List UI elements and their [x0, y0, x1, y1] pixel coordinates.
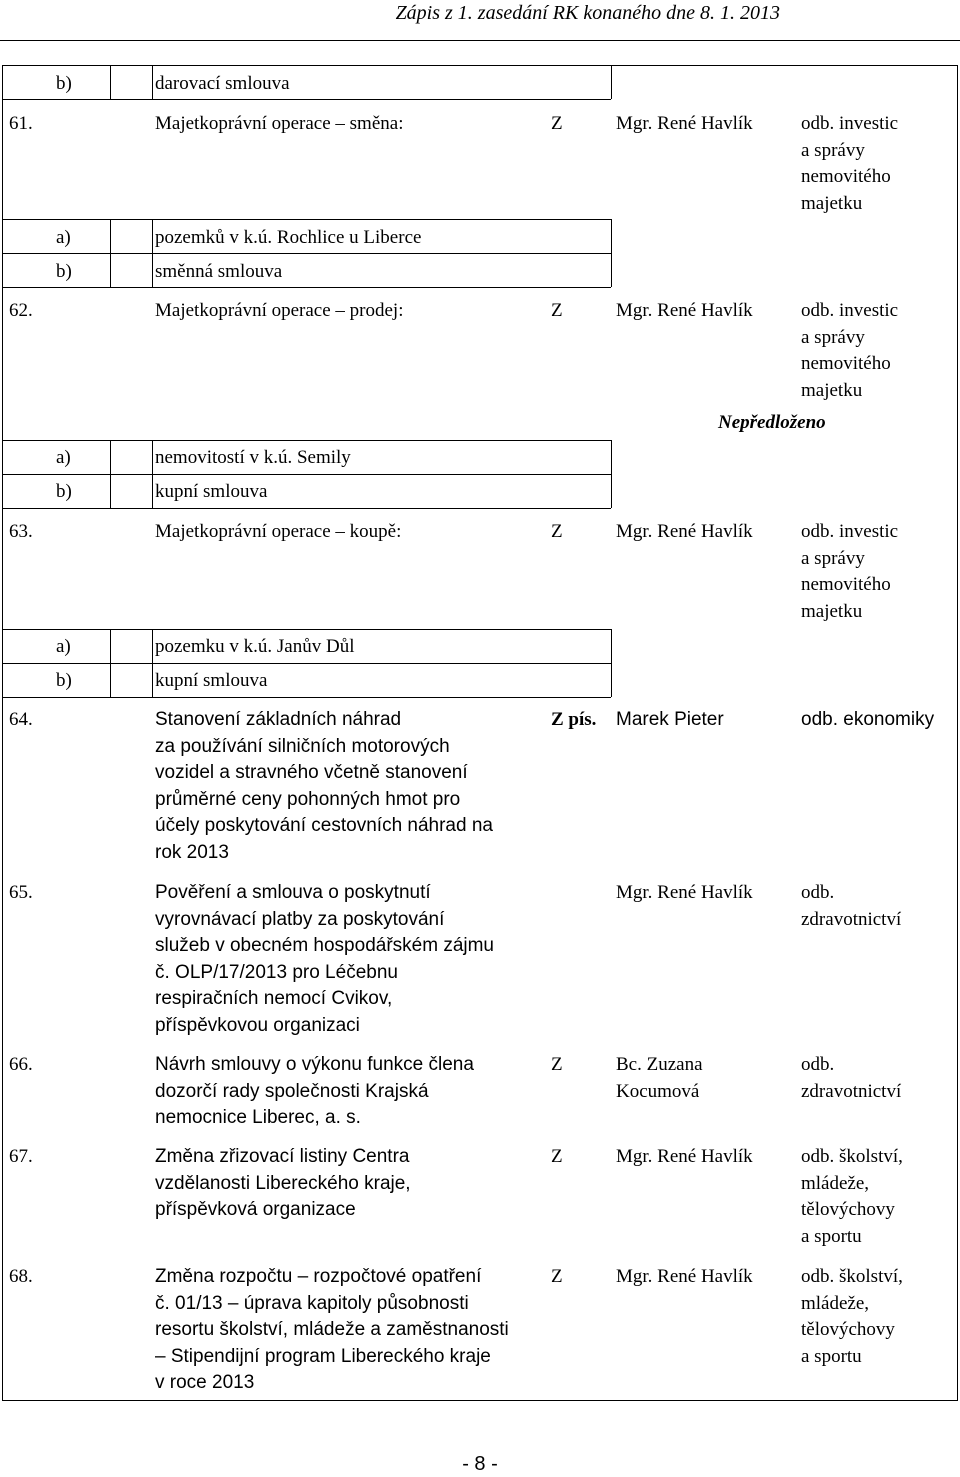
sub-item-text: pozemku v k.ú. Janův Důl: [155, 636, 355, 657]
item-title-line: příspěvková organizace: [155, 1199, 356, 1220]
item-person: Mgr. René Havlík: [616, 1146, 753, 1167]
row-divider: [2, 253, 611, 254]
item-title-line: vzdělanosti Libereckého kraje,: [155, 1172, 411, 1194]
item-department-line: zdravotnictví: [801, 908, 902, 930]
item-title: Majetkoprávní operace – koupě:: [155, 521, 402, 542]
row-divider: [2, 508, 611, 509]
sub-item-letter: a): [56, 227, 71, 248]
sub-item-letter: b): [56, 261, 72, 282]
item-status: Z pís.: [551, 709, 597, 730]
row-divider: [2, 440, 611, 441]
item-department-line: tělovýchovy: [801, 1199, 895, 1220]
item-person-line: Kocumová: [616, 1080, 700, 1102]
item-title-line: vyrovnávací platby za poskytování: [155, 908, 445, 930]
item-department-line: a sportu: [801, 1225, 862, 1247]
item-department-line: odb. školství,: [801, 1146, 903, 1167]
item-title-line: Změna rozpočtu – rozpočtové opatření: [155, 1266, 482, 1287]
sub-item-text: kupní smlouva: [155, 481, 268, 502]
item-status: Z: [551, 113, 563, 134]
item-title-line: vozidel a stravného včetně stanovení: [155, 762, 468, 783]
item-department-line: odb. školství,: [801, 1266, 903, 1287]
item-department-line: odb.: [801, 1054, 835, 1075]
item-title-line: průměrné ceny pohonných hmot pro: [155, 788, 461, 810]
item-title-line: rok 2013: [155, 841, 229, 863]
item-title-line: Změna zřizovací listiny Centra: [155, 1146, 410, 1167]
row-divider: [2, 629, 611, 630]
item-status: Z: [551, 1054, 563, 1075]
sub-item-text: směnná smlouva: [155, 261, 283, 282]
item-department-line: odb. investic: [801, 113, 899, 134]
item-department-line: mládeže,: [801, 1292, 870, 1314]
row-divider: [2, 287, 611, 288]
item-department-line: zdravotnictví: [801, 1080, 902, 1102]
item-person: Marek Pieter: [616, 709, 724, 730]
row-divider: [2, 697, 611, 698]
item-department-line: odb. investic: [801, 300, 899, 321]
row-divider: [2, 219, 611, 220]
sub-item-text: kupní smlouva: [155, 670, 268, 691]
item-department-line: mládeže,: [801, 1172, 870, 1194]
item-department-line: nemovitého: [801, 353, 891, 374]
document-header: Zápis z 1. zasedání RK konaného dne 8. 1. 2013: [395, 2, 780, 24]
item-department-line: odb.: [801, 882, 835, 903]
item-person: Mgr. René Havlík: [616, 300, 753, 321]
item-status: Z: [551, 1146, 563, 1167]
sub-item-text: pozemků v k.ú. Rochlice u Liberce: [155, 227, 422, 248]
not-submitted-note: Nepředloženo: [718, 412, 826, 433]
item-title-line: Stanovení základních náhrad: [155, 709, 402, 730]
item-title-line: příspěvkovou organizaci: [155, 1014, 360, 1036]
item-person: Mgr. René Havlík: [616, 1266, 753, 1287]
item-department-line: nemovitého: [801, 166, 891, 187]
item-title-line: dozorčí rady společnosti Krajská: [155, 1080, 429, 1102]
item-status: Z: [551, 521, 563, 542]
item-number: 66.: [9, 1054, 33, 1075]
item-number: 62.: [9, 300, 33, 321]
item-department-line: a správy: [801, 547, 865, 569]
sub-item-letter: a): [56, 636, 71, 657]
item-title-line: č. OLP/17/2013 pro Léčebnu: [155, 961, 398, 983]
col-divider-right: [611, 65, 612, 99]
sub-item-letter: a): [56, 447, 71, 468]
sub-item-letter: b): [56, 73, 72, 94]
item-number: 68.: [9, 1266, 33, 1287]
item-title-line: č. 01/13 – úprava kapitoly působnosti: [155, 1292, 469, 1314]
item-title-line: – Stipendijní program Libereckého kraje: [155, 1345, 491, 1367]
item-title: Majetkoprávní operace – směna:: [155, 113, 404, 134]
item-department-line: majetku: [801, 379, 863, 401]
item-department-line: majetku: [801, 192, 863, 214]
sub-item-letter: b): [56, 670, 72, 691]
item-title-line: služeb v obecném hospodářském zájmu: [155, 935, 495, 956]
item-title-line: nemocnice Liberec, a. s.: [155, 1107, 361, 1128]
item-title-line: za používání silničních motorových: [155, 735, 450, 757]
item-person-line: Bc. Zuzana: [616, 1054, 703, 1075]
item-number: 64.: [9, 709, 33, 730]
item-title-line: účely poskytování cestovních náhrad na: [155, 815, 493, 836]
sub-item-text: darovací smlouva: [155, 73, 290, 94]
sub-item-letter: b): [56, 481, 72, 502]
item-title-line: v roce 2013: [155, 1372, 255, 1393]
item-department-line: odb. ekonomiky: [801, 709, 935, 730]
item-status: Z: [551, 1266, 563, 1287]
item-number: 61.: [9, 113, 33, 134]
row-divider: [2, 99, 611, 100]
page-number: - 8 -: [462, 1453, 498, 1475]
item-status: Z: [551, 300, 563, 321]
item-number: 67.: [9, 1146, 33, 1167]
item-person: Mgr. René Havlík: [616, 113, 753, 134]
col-divider-right: [611, 440, 612, 508]
item-title-line: Pověření a smlouva o poskytnutí: [155, 882, 431, 903]
item-person: Mgr. René Havlík: [616, 521, 753, 542]
col-divider-left: [152, 65, 153, 99]
item-person: Mgr. René Havlík: [616, 882, 753, 903]
header-rule: [0, 40, 960, 41]
item-department-line: a správy: [801, 326, 865, 348]
item-title-line: respiračních nemocí Cvikov,: [155, 988, 393, 1009]
item-number: 65.: [9, 882, 33, 903]
col-divider-right: [611, 629, 612, 697]
row-divider: [2, 474, 611, 475]
col-divider-letters: [110, 65, 111, 99]
item-title-line: Návrh smlouvy o výkonu funkce člena: [155, 1054, 474, 1075]
item-number: 63.: [9, 521, 33, 542]
item-title-line: resortu školství, mládeže a zaměstnanosti: [155, 1319, 509, 1340]
row-divider: [2, 663, 611, 664]
col-divider-right: [611, 219, 612, 287]
item-title: Majetkoprávní operace – prodej:: [155, 300, 404, 321]
item-department-line: odb. investic: [801, 521, 899, 542]
item-department-line: a správy: [801, 139, 865, 161]
sub-item-text: nemovitostí v k.ú. Semily: [155, 447, 351, 468]
item-department-line: a sportu: [801, 1345, 862, 1367]
item-department-line: nemovitého: [801, 574, 891, 595]
item-department-line: tělovýchovy: [801, 1319, 895, 1340]
item-department-line: majetku: [801, 600, 863, 622]
